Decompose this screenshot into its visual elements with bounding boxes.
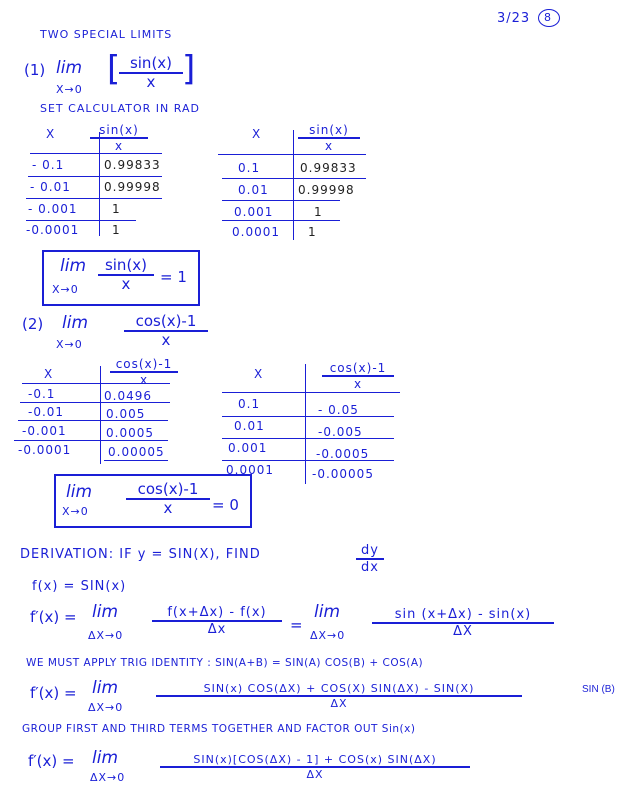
table-header-f: [298, 124, 360, 152]
table-cell: 0.001: [228, 441, 268, 455]
result2-lim: lim: [66, 482, 93, 502]
table-rule: [18, 420, 168, 421]
step4-lim: lim: [92, 748, 119, 768]
table-cell: 1: [112, 223, 121, 237]
header-denominator: x: [139, 373, 149, 387]
result1-value: = 1: [160, 268, 187, 286]
table-header-x: X: [46, 127, 56, 141]
table-cell: - 0.05: [318, 403, 359, 417]
table-cell: - 0.01: [30, 180, 71, 194]
result1-sub: X→0: [52, 283, 79, 296]
table-header-x: X: [254, 367, 264, 381]
table-cell: 0.99833: [300, 161, 357, 175]
section-title: TWO SPECIAL LIMITS: [40, 28, 173, 41]
derivation-intro: DERIVATION: IF y = SIN(X), FIND: [20, 547, 261, 562]
limit1-left-bracket: [: [107, 49, 121, 89]
table-rule: [222, 200, 340, 201]
step3-fraction: [156, 683, 522, 709]
table-rule: [26, 220, 136, 221]
table-rule: [26, 198, 162, 199]
table-cell: -0.00005: [312, 467, 374, 481]
step2-sub: ΔX→0: [310, 629, 346, 642]
result2-denominator: x: [163, 499, 173, 517]
result1-numerator: sin(x): [104, 256, 148, 274]
limit1-right-bracket: ]: [182, 49, 196, 89]
dy-dx-fraction: [356, 544, 384, 574]
table-cell: 1: [308, 225, 317, 239]
header-denominator: x: [324, 139, 334, 153]
table-cell: 0.0001: [232, 225, 280, 239]
table-rule: [222, 220, 340, 221]
table-divider: [100, 366, 101, 464]
table-cell: - 0.001: [28, 202, 78, 216]
limit1-lim: lim: [56, 58, 83, 78]
result1-denominator: x: [121, 275, 131, 293]
limit1-label: (1): [24, 61, 46, 79]
printed-sin-b: SIN (B): [582, 684, 615, 695]
table-rule: [28, 176, 162, 177]
result2-fraction: [126, 482, 210, 516]
step3-sub: ΔX→0: [88, 701, 124, 714]
table-rule: [222, 392, 400, 393]
step1-denominator: Δx: [207, 622, 227, 637]
table-cell: 0.1: [238, 161, 261, 175]
table-cell: -0.0001: [26, 223, 80, 237]
table-cell: -0.005: [318, 425, 363, 439]
limit2-label: (2): [22, 315, 44, 333]
table-cell: 0.1: [238, 397, 261, 411]
step3-numerator: SIN(x) COS(ΔX) + COS(X) SIN(ΔX) - SIN(X): [203, 682, 475, 695]
header-numerator: cos(x)-1: [115, 357, 173, 371]
limit2-fraction: [124, 314, 208, 348]
limit1-numerator: sin(x): [129, 54, 173, 72]
step1-fraction: [152, 606, 282, 636]
table-cell: 0.0496: [104, 389, 152, 403]
step1-sub: ΔX→0: [88, 629, 124, 642]
step4-sub: ΔX→0: [90, 771, 126, 784]
table-header-x: X: [44, 367, 54, 381]
table-rule: [104, 460, 168, 461]
table-cell: - 0.1: [32, 158, 65, 172]
table-cell: 0.0001: [226, 463, 274, 477]
table-cell: -0.001: [22, 424, 67, 438]
table-cell: 0.99998: [298, 183, 355, 197]
step4-numerator: SIN(x)[COS(ΔX) - 1] + COS(x) SIN(ΔX): [193, 753, 437, 766]
f-definition: f(x) = SIN(x): [32, 579, 127, 594]
table-cell: 0.01: [234, 419, 265, 433]
table-cell: -0.01: [28, 405, 65, 419]
table-cell: 0.99998: [104, 180, 161, 194]
table-header-f: [322, 362, 394, 390]
table-header-f: [110, 358, 178, 386]
equals-sign: =: [290, 616, 303, 634]
table-cell: -0.1: [28, 387, 56, 401]
table-cell: 0.005: [106, 407, 146, 421]
step2-numerator: sin (x+Δx) - sin(x): [394, 607, 532, 622]
table-cell: 0.99833: [104, 158, 161, 172]
table-rule: [222, 178, 366, 179]
table-rule: [218, 154, 366, 155]
group-note: GROUP FIRST AND THIRD TERMS TOGETHER AND FACTOR OUT Sin(x): [22, 723, 416, 735]
table-rule: [30, 153, 162, 154]
dy: dy: [361, 543, 379, 558]
limit2-denominator: x: [161, 331, 171, 349]
step4-denominator: ΔX: [306, 768, 324, 781]
table-rule: [222, 416, 394, 417]
table-cell: 0.001: [234, 205, 274, 219]
trig-identity-note: WE MUST APPLY TRIG IDENTITY : SIN(A+B) = SIN(A) COS(B) + COS(A): [26, 657, 424, 669]
header-numerator: sin(x): [99, 123, 139, 137]
table-cell: 0.0005: [106, 426, 154, 440]
step1-numerator: f(x+Δx) - f(x): [167, 605, 267, 620]
date-label: 3/23: [497, 11, 531, 26]
limit2-numerator: cos(x)-1: [135, 312, 197, 330]
limit2-lim: lim: [62, 313, 89, 333]
table-divider: [293, 130, 294, 240]
table-cell: 1: [112, 202, 121, 216]
limit1-sub: X→0: [56, 83, 83, 96]
page-number: 8: [544, 11, 552, 24]
limit1-denominator: x: [146, 73, 156, 91]
step1-lim: lim: [92, 602, 119, 622]
limit2-sub: X→0: [56, 338, 83, 351]
header-denominator: x: [114, 139, 124, 153]
step4-fraction: [160, 754, 470, 780]
dx: dx: [361, 560, 379, 575]
fprime-label-2: f′(x) =: [30, 684, 77, 702]
table-cell: 0.00005: [108, 445, 165, 459]
header-numerator: cos(x)-1: [329, 361, 387, 375]
table-header-x: X: [252, 127, 262, 141]
result2-numerator: cos(x)-1: [137, 480, 199, 498]
step2-denominator: ΔX: [453, 624, 473, 639]
fprime-label: f′(x) =: [30, 608, 77, 626]
result1-lim: lim: [60, 256, 87, 276]
table-divider: [305, 364, 306, 484]
table-cell: 1: [314, 205, 323, 219]
limit1-fraction: [119, 56, 183, 90]
calculator-note: SET CALCULATOR IN RAD: [40, 102, 200, 115]
result2-value: = 0: [212, 496, 239, 514]
table-cell: 0.01: [238, 183, 269, 197]
fprime-label-3: f′(x) =: [28, 752, 75, 770]
table-rule: [14, 440, 168, 441]
result2-sub: X→0: [62, 505, 89, 518]
table-rule: [22, 383, 170, 384]
header-denominator: x: [353, 377, 363, 391]
step2-lim: lim: [314, 602, 341, 622]
step3-denominator: ΔX: [330, 697, 348, 710]
table-rule: [222, 438, 394, 439]
result1-fraction: [98, 258, 154, 292]
header-numerator: sin(x): [309, 123, 349, 137]
step3-lim: lim: [92, 678, 119, 698]
table-cell: -0.0001: [18, 443, 72, 457]
table-cell: -0.0005: [316, 447, 370, 461]
step2-fraction: [372, 608, 554, 638]
